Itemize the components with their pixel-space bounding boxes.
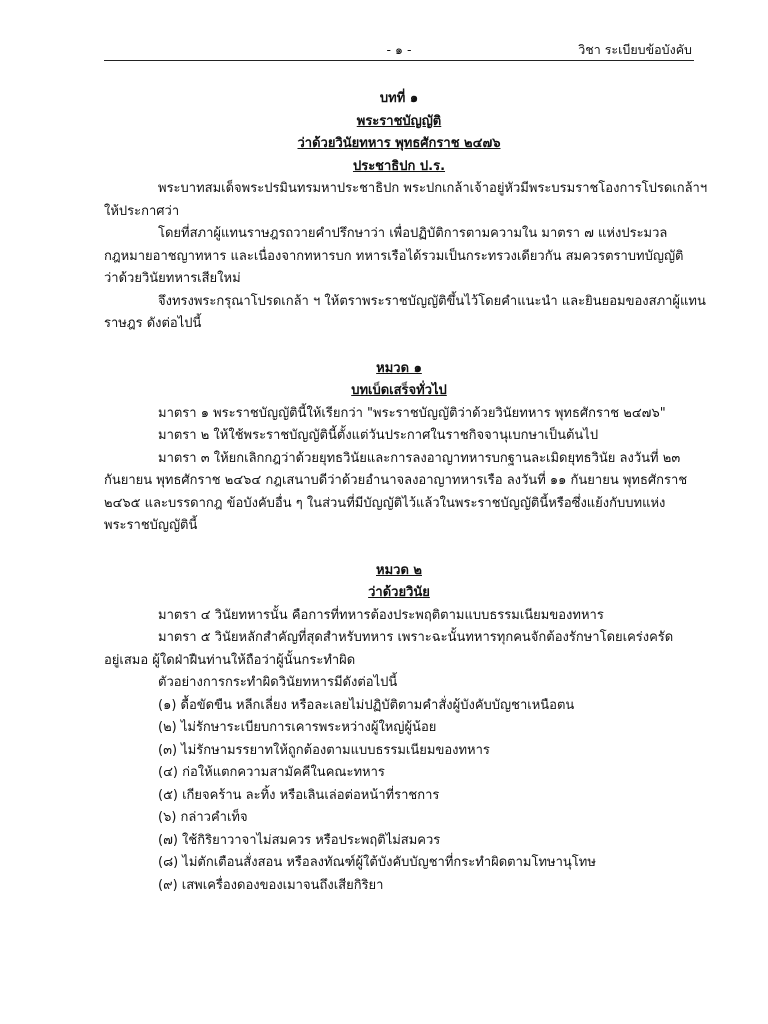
article-5: อยู่เสมอ ผู้ใดฝ่าฝืนท่านให้ถือว่าผู้นั้นกระทำผิด bbox=[104, 652, 356, 668]
section-1-title: บทเบ็ดเสร็จทั่วไป bbox=[351, 383, 447, 398]
section-2-label: หมวด ๒ bbox=[376, 562, 422, 578]
article-3: กันยายน พุทธศักราช ๒๔๖๔ กฎเสนาบดีว่าด้วยอำนาจลงอาญาทหารเรือ ลงวันที่ ๑๑ กันยายน พุทธศักราช bbox=[104, 473, 688, 488]
preamble-line: พระบาทสมเด็จพระปรมินทรมหาประชาธิปก พระปกเกล้าเจ้าอยู่หัวมีพระบรมราชโองการโปรดเกล้าฯ bbox=[158, 181, 708, 196]
preamble-line: กฎหมายอาชญาทหาร และเนื่องจากทหารบก ทหารเรือได้รวมเป็นกระทรวงเดียวกัน สมควรตราบทบัญญัติ bbox=[104, 248, 684, 264]
section-2-title: ว่าด้วยวินัย bbox=[368, 585, 430, 600]
chapter-label: บทที่ ๑ bbox=[379, 91, 419, 106]
list-item: (๔) ก่อให้แตกความสามัคคีในคณะทหาร bbox=[158, 765, 385, 780]
running-title: วิชา ระเบียบข้อบังคับ bbox=[578, 42, 692, 57]
list-item: (๓) ไม่รักษามรรยาทให้ถูกต้องตามแบบธรรมเนียมของทหาร bbox=[158, 742, 490, 758]
article-2: มาตรา ๒ ให้ใช้พระราชบัญญัตินี้ตั้งแต่วันประกาศในราชกิจจานุเบกษาเป็นต้นไป bbox=[158, 428, 599, 443]
article-3: ๒๔๖๕ และบรรดากฎ ข้อบังคับอื่น ๆ ในส่วนที่มีบัญญัติไว้แล้วในพระราชบัญญัตินี้หรือซึ่งแย้งกับบทแห่ง bbox=[104, 495, 666, 511]
preamble-line: ว่าด้วยวินัยทหารเสียใหม่ bbox=[104, 271, 241, 286]
list-item: (๕) เกียจคร้าน ละทิ้ง หรือเลินเล่อต่อหน้าที่ราชการ bbox=[158, 787, 440, 803]
list-item: (๘) ไม่ตักเตือนสั่งสอน หรือลงทัณฑ์ผู้ใต้บังคับบัญชาที่กระทำผิดตามโทษานุโทษ bbox=[158, 855, 596, 870]
preamble-line: ให้ประกาศว่า bbox=[104, 203, 180, 219]
list-item: (๒) ไม่รักษาระเบียบการเคารพระหว่างผู้ใหญ่ผู้น้อย bbox=[158, 720, 437, 735]
act-subtitle: ว่าด้วยวินัยทหาร พุทธศักราช ๒๔๗๖ bbox=[297, 136, 501, 151]
preamble-line: จึงทรงพระกรุณาโปรดเกล้า ฯ ให้ตราพระราชบัญญัติขึ้นไว้โดยคำแนะนำ และยินยอมของสภาผู้แทน bbox=[158, 293, 706, 309]
act-title: พระราชบัญญัติ bbox=[356, 113, 442, 129]
running-header bbox=[104, 42, 694, 61]
list-item: (๑) ดื้อขัดขืน หลีกเลี่ยง หรือละเลยไม่ปฏิบัติตามคำสั่งผู้บังคับบัญชาเหนือตน bbox=[158, 697, 575, 713]
document-body bbox=[104, 88, 708, 897]
article-3: พระราชบัญญัตินี้ bbox=[104, 518, 198, 533]
section-1-label: หมวด ๑ bbox=[376, 360, 422, 376]
article-1: มาตรา ๑ พระราชบัญญัตินี้ให้เรียกว่า "พระราชบัญญัติว่าด้วยวินัยทหาร พุทธศักราช ๒๔๗๖" bbox=[158, 405, 666, 421]
preamble-line: โดยที่สภาผู้แทนราษฎรถวายคำปรึกษาว่า เพื่อปฏิบัติการตามความใน มาตรา ๗ แห่งประมวล bbox=[158, 226, 668, 241]
examples-intro: ตัวอย่างการกระทำผิดวินัยทหารมีดังต่อไปนี้ bbox=[158, 675, 398, 690]
page-number: - ๑ - bbox=[386, 42, 412, 57]
article-3: มาตรา ๓ ให้ยกเลิกกฎว่าด้วยยุทธวินัยและการลงอาญาทหารบกฐานละเมิดยุทธวินัย ลงวันที่ ๒๓ bbox=[158, 450, 681, 466]
list-item: (๖) กล่าวคำเท็จ bbox=[158, 810, 248, 825]
article-5: มาตรา ๕ วินัยหลักสำคัญที่สุดสำหรับทหาร เพราะฉะนั้นทหารทุกคนจักต้องรักษาโดยเคร่งครัด bbox=[158, 630, 674, 645]
list-item: (๗) ใช้กิริยาวาจาไม่สมควร หรือประพฤติไม่สมควร bbox=[158, 832, 441, 848]
royal-signature: ประชาธิปก ป.ร. bbox=[352, 158, 446, 174]
preamble-line: ราษฎร ดังต่อไปนี้ bbox=[104, 316, 202, 331]
list-item: (๙) เสพเครื่องดองของเมาจนถึงเสียกิริยา bbox=[158, 877, 384, 893]
article-4: มาตรา ๔ วินัยทหารนั้น คือการที่ทหารต้องประพฤติตามแบบธรรมเนียมของทหาร bbox=[158, 607, 604, 623]
